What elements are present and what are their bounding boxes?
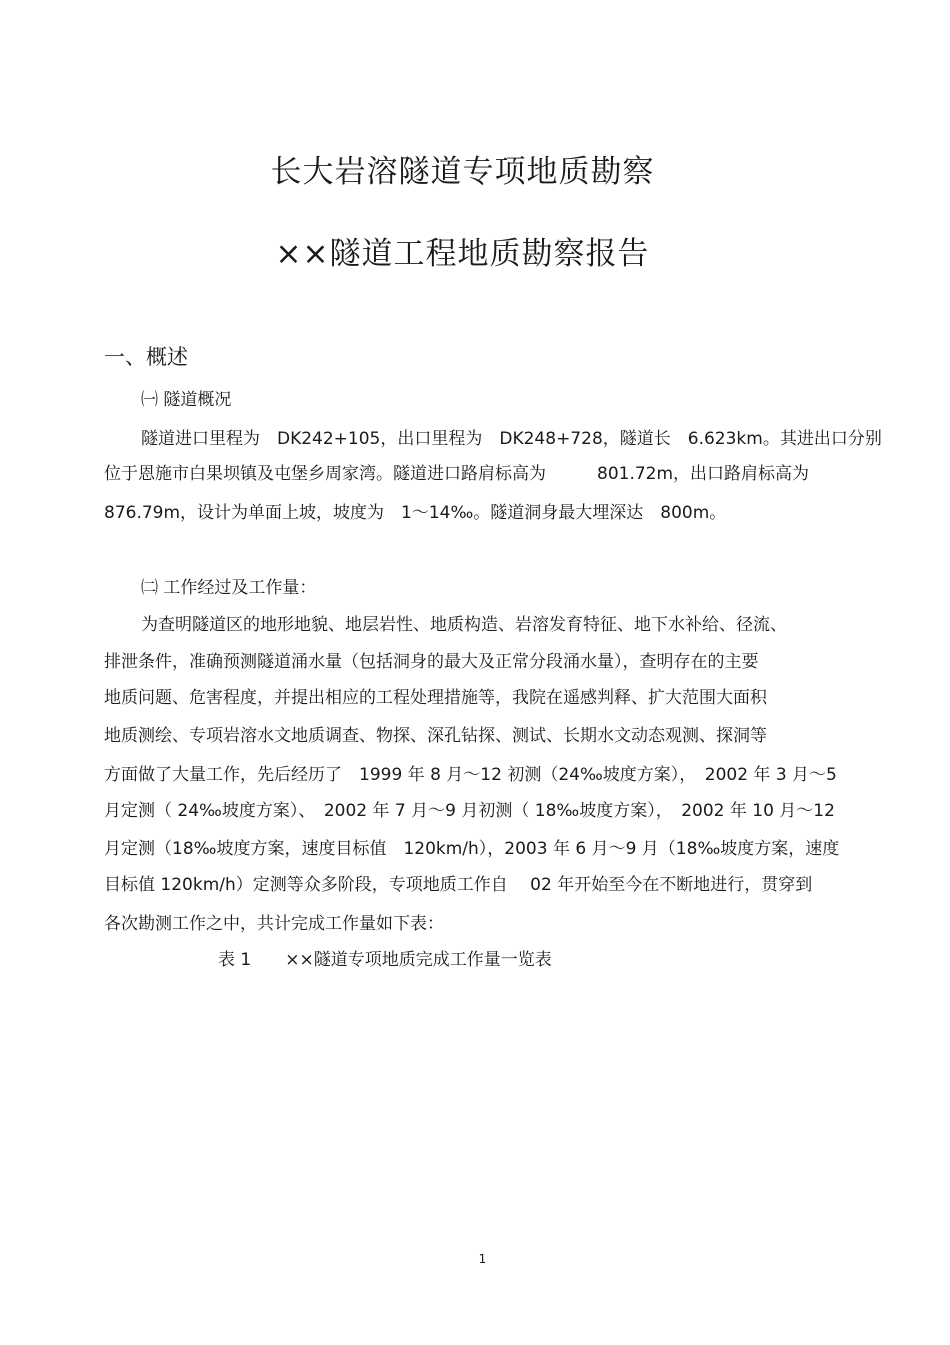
paragraph-line: 方面做了大量工作，先后经历了 1999 年 8 月～12 初测（24‰坡度方案）， 2002 年 3 月～5: [104, 765, 837, 785]
paragraph-line: 月定测（ 24‰坡度方案）、 2002 年 7 月～9 月初测（ 18‰坡度方案）， 2002 年 10 月～12: [104, 801, 835, 821]
section-heading: 一、概述: [104, 345, 188, 369]
page-number: 1: [478, 1252, 487, 1266]
paragraph-line: 各次勘测工作之中，共计完成工作量如下表：: [104, 914, 444, 934]
subsection-heading-2: ㈡ 工作经过及工作量：: [141, 578, 317, 598]
paragraph-line: 隧道进口里程为 DK242+105，出口里程为 DK248+728，隧道长 6.623km。其进出口分别: [141, 429, 882, 449]
paragraph-line: 排泄条件，准确预测隧道涌水量（包括洞身的最大及正常分段涌水量），查明存在的主要: [104, 652, 759, 672]
table-caption: 表 1 ××隧道专项地质完成工作量一览表: [218, 950, 552, 970]
subsection-heading-1: ㈠ 隧道概况: [141, 390, 232, 410]
paragraph-line: 目标值 120km/h）定测等众多阶段，专项地质工作自 02 年开始至今在不断地进行，贯穿到: [104, 875, 813, 895]
paragraph-line: 位于恩施市白果坝镇及屯堡乡周家湾。隧道进口路肩标高为 801.72m，出口路肩标高为: [104, 464, 810, 484]
paragraph-line: 为查明隧道区的地形地貌、地层岩性、地质构造、岩溶发育特征、地下水补给、径流、: [141, 615, 787, 635]
paragraph-line: 月定测（18‰坡度方案，速度目标值 120km/h），2003 年 6 月～9 月（18‰坡度方案，速度: [104, 839, 840, 859]
title-line-2: ××隧道工程地质勘察报告: [275, 236, 650, 272]
paragraph-line: 地质测绘、专项岩溶水文地质调查、物探、深孔钻探、测试、长期水文动态观测、探洞等: [104, 726, 767, 746]
paragraph-line: 地质问题、危害程度，并提出相应的工程处理措施等，我院在遥感判释、扩大范围大面积: [104, 688, 767, 708]
title-line-1: 长大岩溶隧道专项地质勘察: [270, 154, 655, 190]
paragraph-line: 876.79m，设计为单面上坡，坡度为 1～14‰。隧道洞身最大埋深达 800m。: [104, 503, 727, 523]
